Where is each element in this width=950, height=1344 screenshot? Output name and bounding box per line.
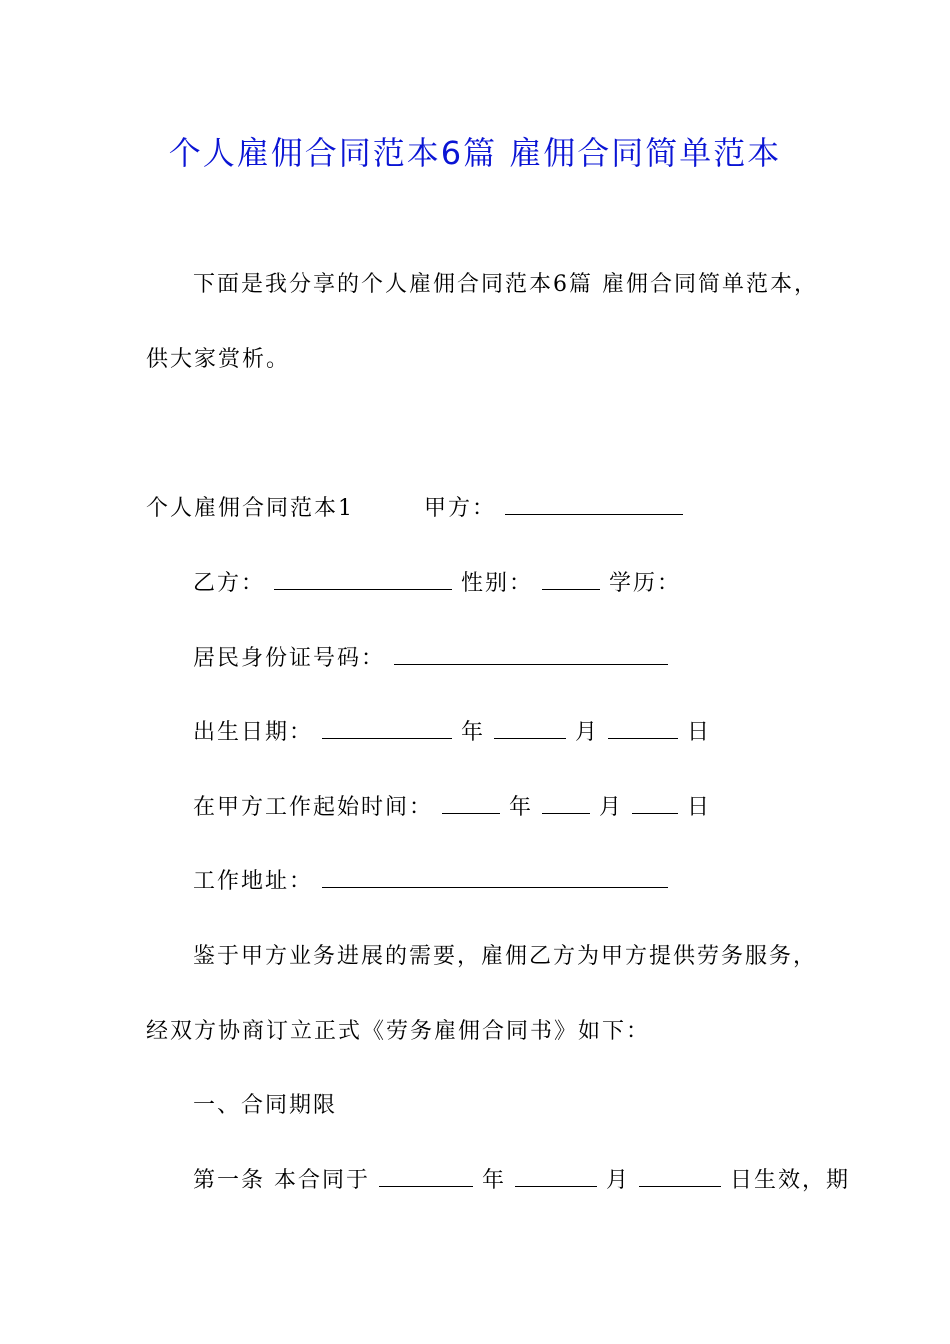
intro-line-2: 供大家赏析。 <box>146 347 291 372</box>
article-1-suffix: 日生效，期 <box>730 1168 851 1193</box>
article-month-blank <box>515 1168 597 1187</box>
section-heading: 一、合同期限 <box>193 1093 338 1118</box>
month-label: 月 <box>599 795 624 820</box>
start-row <box>193 793 711 823</box>
start-day-blank <box>632 795 678 814</box>
document-title: 个人雇佣合同范本6篇 雇佣合同简单范本 <box>168 134 782 172</box>
party-b-label: 乙方： <box>193 571 266 596</box>
id-blank <box>394 646 668 665</box>
party-a-label: 甲方： <box>424 496 497 521</box>
address-blank <box>322 869 668 888</box>
birth-row <box>193 718 711 748</box>
birth-day-blank <box>608 720 678 739</box>
day-label: 日 <box>687 720 712 745</box>
birth-month-blank <box>494 720 566 739</box>
gender-label: 性别： <box>461 571 534 596</box>
intro-line-1: 下面是我分享的个人雇佣合同范本6篇 雇佣合同简单范本， <box>193 272 818 297</box>
day-label: 日 <box>687 795 712 820</box>
party-b-blank <box>274 571 452 590</box>
gender-blank <box>542 571 600 590</box>
month-label: 月 <box>606 1168 631 1193</box>
purpose-line-1: 鉴于甲方业务进展的需要，雇佣乙方为甲方提供劳务服务， <box>193 944 818 969</box>
month-label: 月 <box>575 720 600 745</box>
article-1-prefix: 第一条 本合同于 <box>193 1168 370 1193</box>
id-row <box>193 644 668 674</box>
article-day-blank <box>639 1168 721 1187</box>
address-label: 工作地址： <box>193 869 314 894</box>
start-year-blank <box>442 795 500 814</box>
year-label: 年 <box>461 720 486 745</box>
start-month-blank <box>542 795 590 814</box>
party-b-row <box>193 569 681 599</box>
education-label: 学历： <box>609 571 682 596</box>
id-label: 居民身份证号码： <box>193 646 386 671</box>
birth-year-blank <box>322 720 452 739</box>
start-label: 在甲方工作起始时间： <box>193 795 434 820</box>
purpose-line-2: 经双方协商订立正式《劳务雇佣合同书》如下： <box>146 1019 651 1044</box>
article-year-blank <box>379 1168 473 1187</box>
address-row <box>193 867 668 897</box>
sample-heading: 个人雇佣合同范本1 <box>146 496 354 521</box>
year-label: 年 <box>509 795 534 820</box>
article-1-row <box>193 1166 850 1196</box>
sample-heading-row <box>146 494 683 524</box>
party-a-blank <box>505 496 683 515</box>
birth-label: 出生日期： <box>193 720 314 745</box>
year-label: 年 <box>482 1168 507 1193</box>
